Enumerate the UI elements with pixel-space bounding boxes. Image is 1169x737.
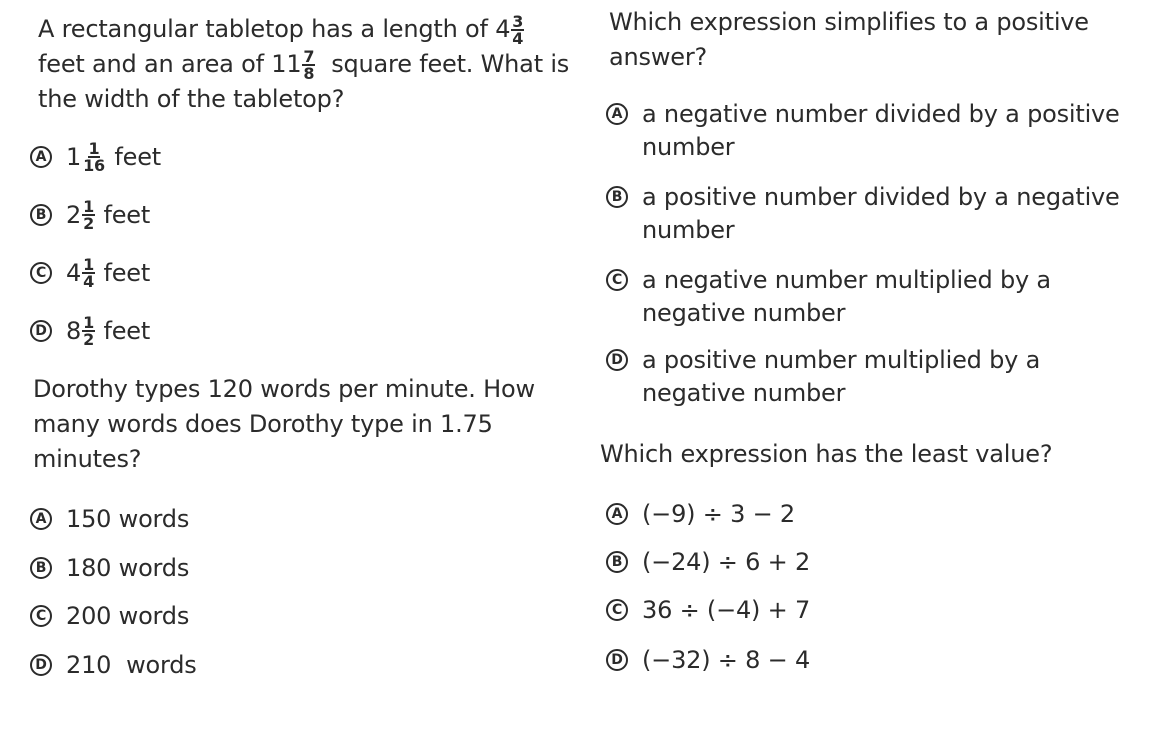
q3-prompt: Which expression simplifies to a positive answer? [609,8,1089,71]
q1-prompt-line1: A rectangular tabletop has a length of 4 $\frac{3}{4}$ [38,12,524,48]
option-letter-circle: B [606,551,628,573]
q1-prompt-line2: feet and an area of 11 $\frac{7}{8}$ square feet. What is [38,47,570,83]
q4-option-a[interactable]: A (−9) ÷ 3 − 2 [606,498,795,531]
option-letter-circle: D [30,320,52,342]
option-letter-circle: D [30,654,52,676]
q2-prompt: Dorothy types 120 words per minute. How many words does Dorothy type in 1.75 minutes? [33,375,535,473]
q3-option-d[interactable]: D a positive number multiplied by a negative number [606,344,1040,410]
q1-option-b[interactable]: B 2 $\frac{1}{2}$ feet [30,199,150,232]
option-letter-circle: C [30,262,52,284]
option-letter-circle: A [606,103,628,125]
option-letter-circle: C [606,269,628,291]
q4-option-b[interactable]: B (−24) ÷ 6 + 2 [606,546,810,579]
q4-prompt: Which expression has the least value? [600,440,1053,468]
option-letter-circle: D [606,349,628,371]
q4-option-d[interactable]: D (−32) ÷ 8 − 4 [606,644,810,677]
q1-area-fraction: $\frac{7}{8}$ [303,47,315,83]
option-letter-circle: B [606,186,628,208]
option-letter-circle: A [606,503,628,525]
option-letter-circle: C [30,605,52,627]
q1-length-fraction: $\frac{3}{4}$ [512,12,524,48]
option-letter-circle: B [30,204,52,226]
q2-option-a[interactable]: A 150 words [30,503,189,536]
option-letter-circle: A [30,508,52,530]
q2-option-c[interactable]: C 200 words [30,600,189,633]
option-letter-circle: B [30,557,52,579]
option-letter-circle: A [30,146,52,168]
q2-option-b[interactable]: B 180 words [30,552,189,585]
q1-option-d[interactable]: D 8 $\frac{1}{2}$ feet [30,315,150,348]
q3-option-b[interactable]: B a positive number divided by a negative number [606,181,1120,247]
q2-option-d[interactable]: D 210 words [30,649,197,682]
option-letter-circle: D [606,649,628,671]
option-letter-circle: C [606,599,628,621]
q4-option-c[interactable]: C 36 ÷ (−4) + 7 [606,594,810,627]
q3-option-a[interactable]: A a negative number divided by a positive number [606,98,1120,164]
q1-prompt-line3: the width of the tabletop? [38,85,345,113]
q1-prompt [38,12,598,117]
q1-option-a[interactable]: A 1 $\frac{1}{16}$ feet [30,141,161,174]
q1-option-c[interactable]: C 4 $\frac{1}{4}$ feet [30,257,150,290]
q3-option-c[interactable]: C a negative number multiplied by a negative number [606,264,1051,330]
